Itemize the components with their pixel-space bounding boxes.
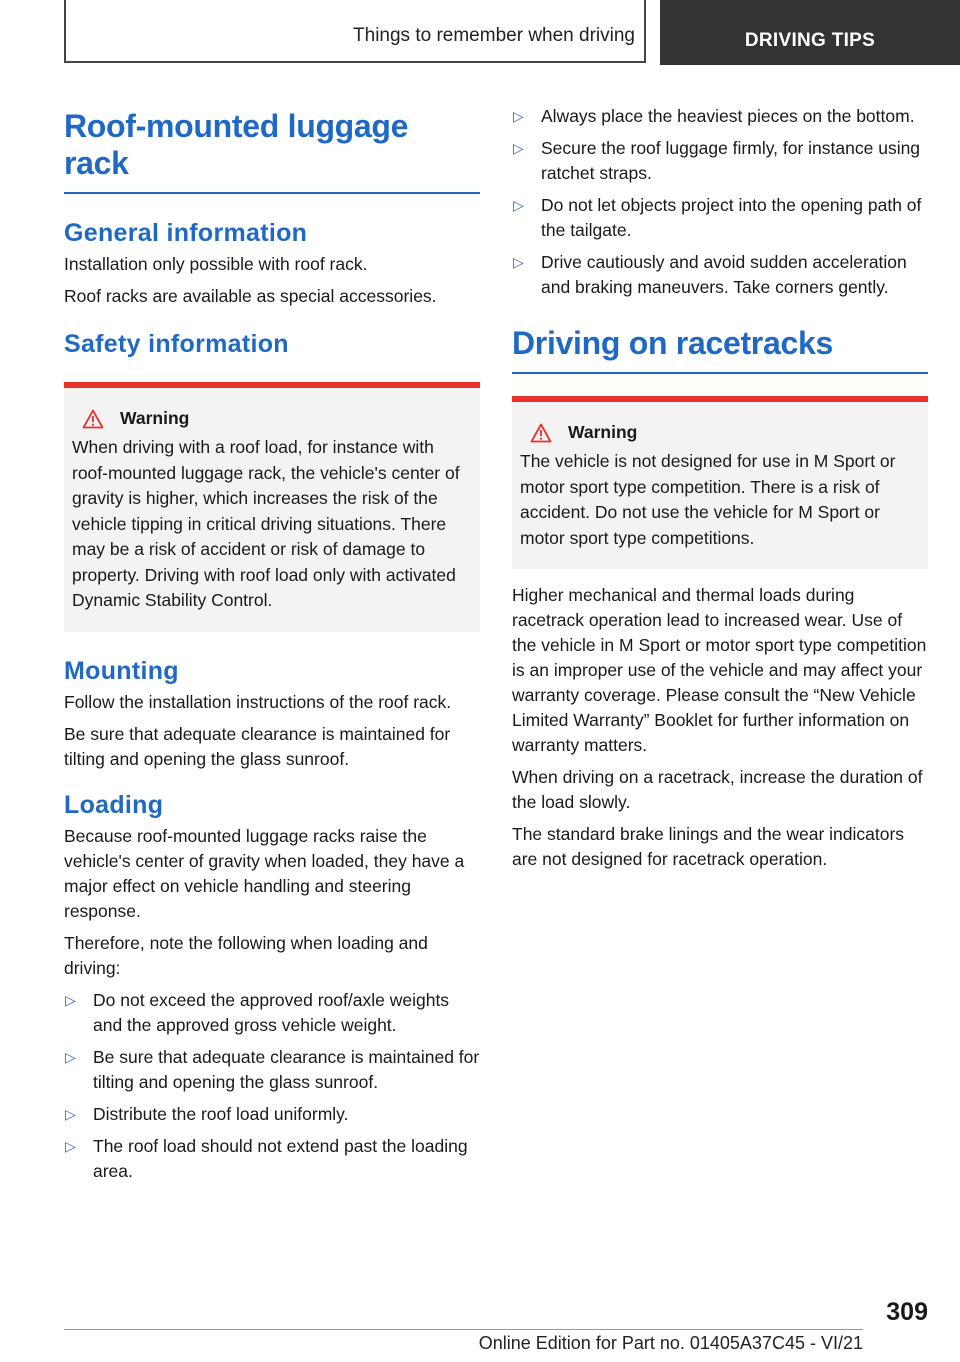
triangle-bullet-icon: ▷ (513, 140, 524, 156)
triangle-bullet-icon: ▷ (513, 254, 524, 270)
list-item: ▷ Drive cautiously and avoid sudden acceleration and braking maneuvers. Take corners gently. (513, 252, 907, 297)
triangle-bullet-icon: ▷ (65, 1105, 76, 1122)
warning-triangle-icon (82, 409, 104, 429)
list-item: ▷ Do not exceed the approved roof/axle weights and the approved gross vehicle weight. (65, 989, 450, 1035)
footer-rule (64, 1329, 863, 1330)
list-item: ▷ Secure the roof luggage firmly, for instance using ratchet straps. (513, 138, 921, 183)
paragraph: Installation only possible with roof rack. (64, 254, 368, 274)
subheading-loading: Loading (64, 790, 164, 819)
list-item: ▷ Distribute the roof load uniformly. (64, 1102, 480, 1127)
running-header (64, 0, 646, 63)
warning-title (82, 408, 472, 429)
warning-box (64, 382, 480, 632)
paragraph: Because roof-mounted luggage racks raise the vehicle's center of gravity when loaded, they have a major effect on vehicle handling and steering response. (64, 825, 465, 921)
triangle-bullet-icon: ▷ (65, 1048, 76, 1065)
paragraph: Follow the installation instructions of the roof rack. (64, 691, 452, 712)
list-item: ▷ Be sure that adequate clearance is maintained for tilting and opening the glass sunroof. (65, 1046, 480, 1092)
edition-footer: Online Edition for Part no. 01405A37C45 - VI/21 (478, 1333, 863, 1353)
subheading-general-information: General information (64, 219, 308, 247)
triangle-bullet-icon: ▷ (513, 108, 524, 124)
page-number: 309 (886, 1298, 928, 1326)
left-column (64, 96, 480, 1191)
paragraph: Roof racks are available as special accessories. (64, 286, 437, 306)
list-item: ▷ Do not let objects project into the opening path of the tailgate. (513, 195, 922, 240)
chapter-tab-label: DRIVING TIPS (744, 30, 876, 51)
warning-box (512, 396, 928, 569)
triangle-bullet-icon: ▷ (65, 991, 76, 1008)
chapter-tab (660, 0, 960, 65)
subheading-safety-information: Safety information (64, 330, 289, 358)
heading-rule (512, 372, 928, 374)
section-heading-racetracks: Driving on racetracks (512, 325, 833, 361)
warning-triangle-icon (530, 423, 552, 443)
section-title: Things to remember when driving (353, 25, 635, 46)
paragraph: The standard brake linings and the wear indicators are not designed for racetrack operation. (512, 824, 905, 869)
list-item: ▷ The roof load should not extend past the loading area. (65, 1135, 468, 1181)
paragraph: Higher mechanical and thermal loads during racetrack operation lead to increased wear. Use of the vehicle in M Sport or motor sport type competition is an improper use of the vehicle and may affect your warranty coverage. Please consult the “New Vehicle Limited Warranty” Booklet for further information on warranty matters. (512, 585, 927, 755)
triangle-bullet-icon: ▷ (65, 1137, 76, 1154)
list-item: ▷ Always place the heaviest pieces on the bottom. (512, 104, 928, 129)
warning-title (530, 422, 920, 443)
warning-label: Warning (568, 422, 638, 442)
subheading-mounting: Mounting (64, 656, 179, 685)
paragraph: Therefore, note the following when loading and driving: (64, 932, 428, 978)
warning-text: The vehicle is not designed for use in M Sport or motor sport type competition. There is a risk of accident. Do not use the vehicle for M Sport or motor sport type competitions. (520, 451, 896, 548)
paragraph: Be sure that adequate clearance is maintained for tilting and opening the glass sunroof. (64, 723, 451, 769)
right-column (512, 96, 928, 879)
triangle-bullet-icon: ▷ (513, 197, 524, 213)
loading-list-continued (512, 104, 928, 300)
paragraph: When driving on a racetrack, increase the duration of the load slowly. (512, 767, 923, 812)
loading-list (64, 988, 480, 1184)
section-heading-roof-rack: Roof-mounted luggage rack (64, 108, 409, 181)
warning-text: When driving with a roof load, for instance with roof-mounted luggage rack, the vehicle's center of gravity is higher, which increases the risk of the vehicle tipping in critical driving situations. There may be a risk of accident or risk of damage to property. Driving with roof load only with activated Dynamic Stability Control. (72, 437, 460, 610)
heading-rule (64, 192, 480, 194)
warning-label: Warning (120, 408, 190, 428)
